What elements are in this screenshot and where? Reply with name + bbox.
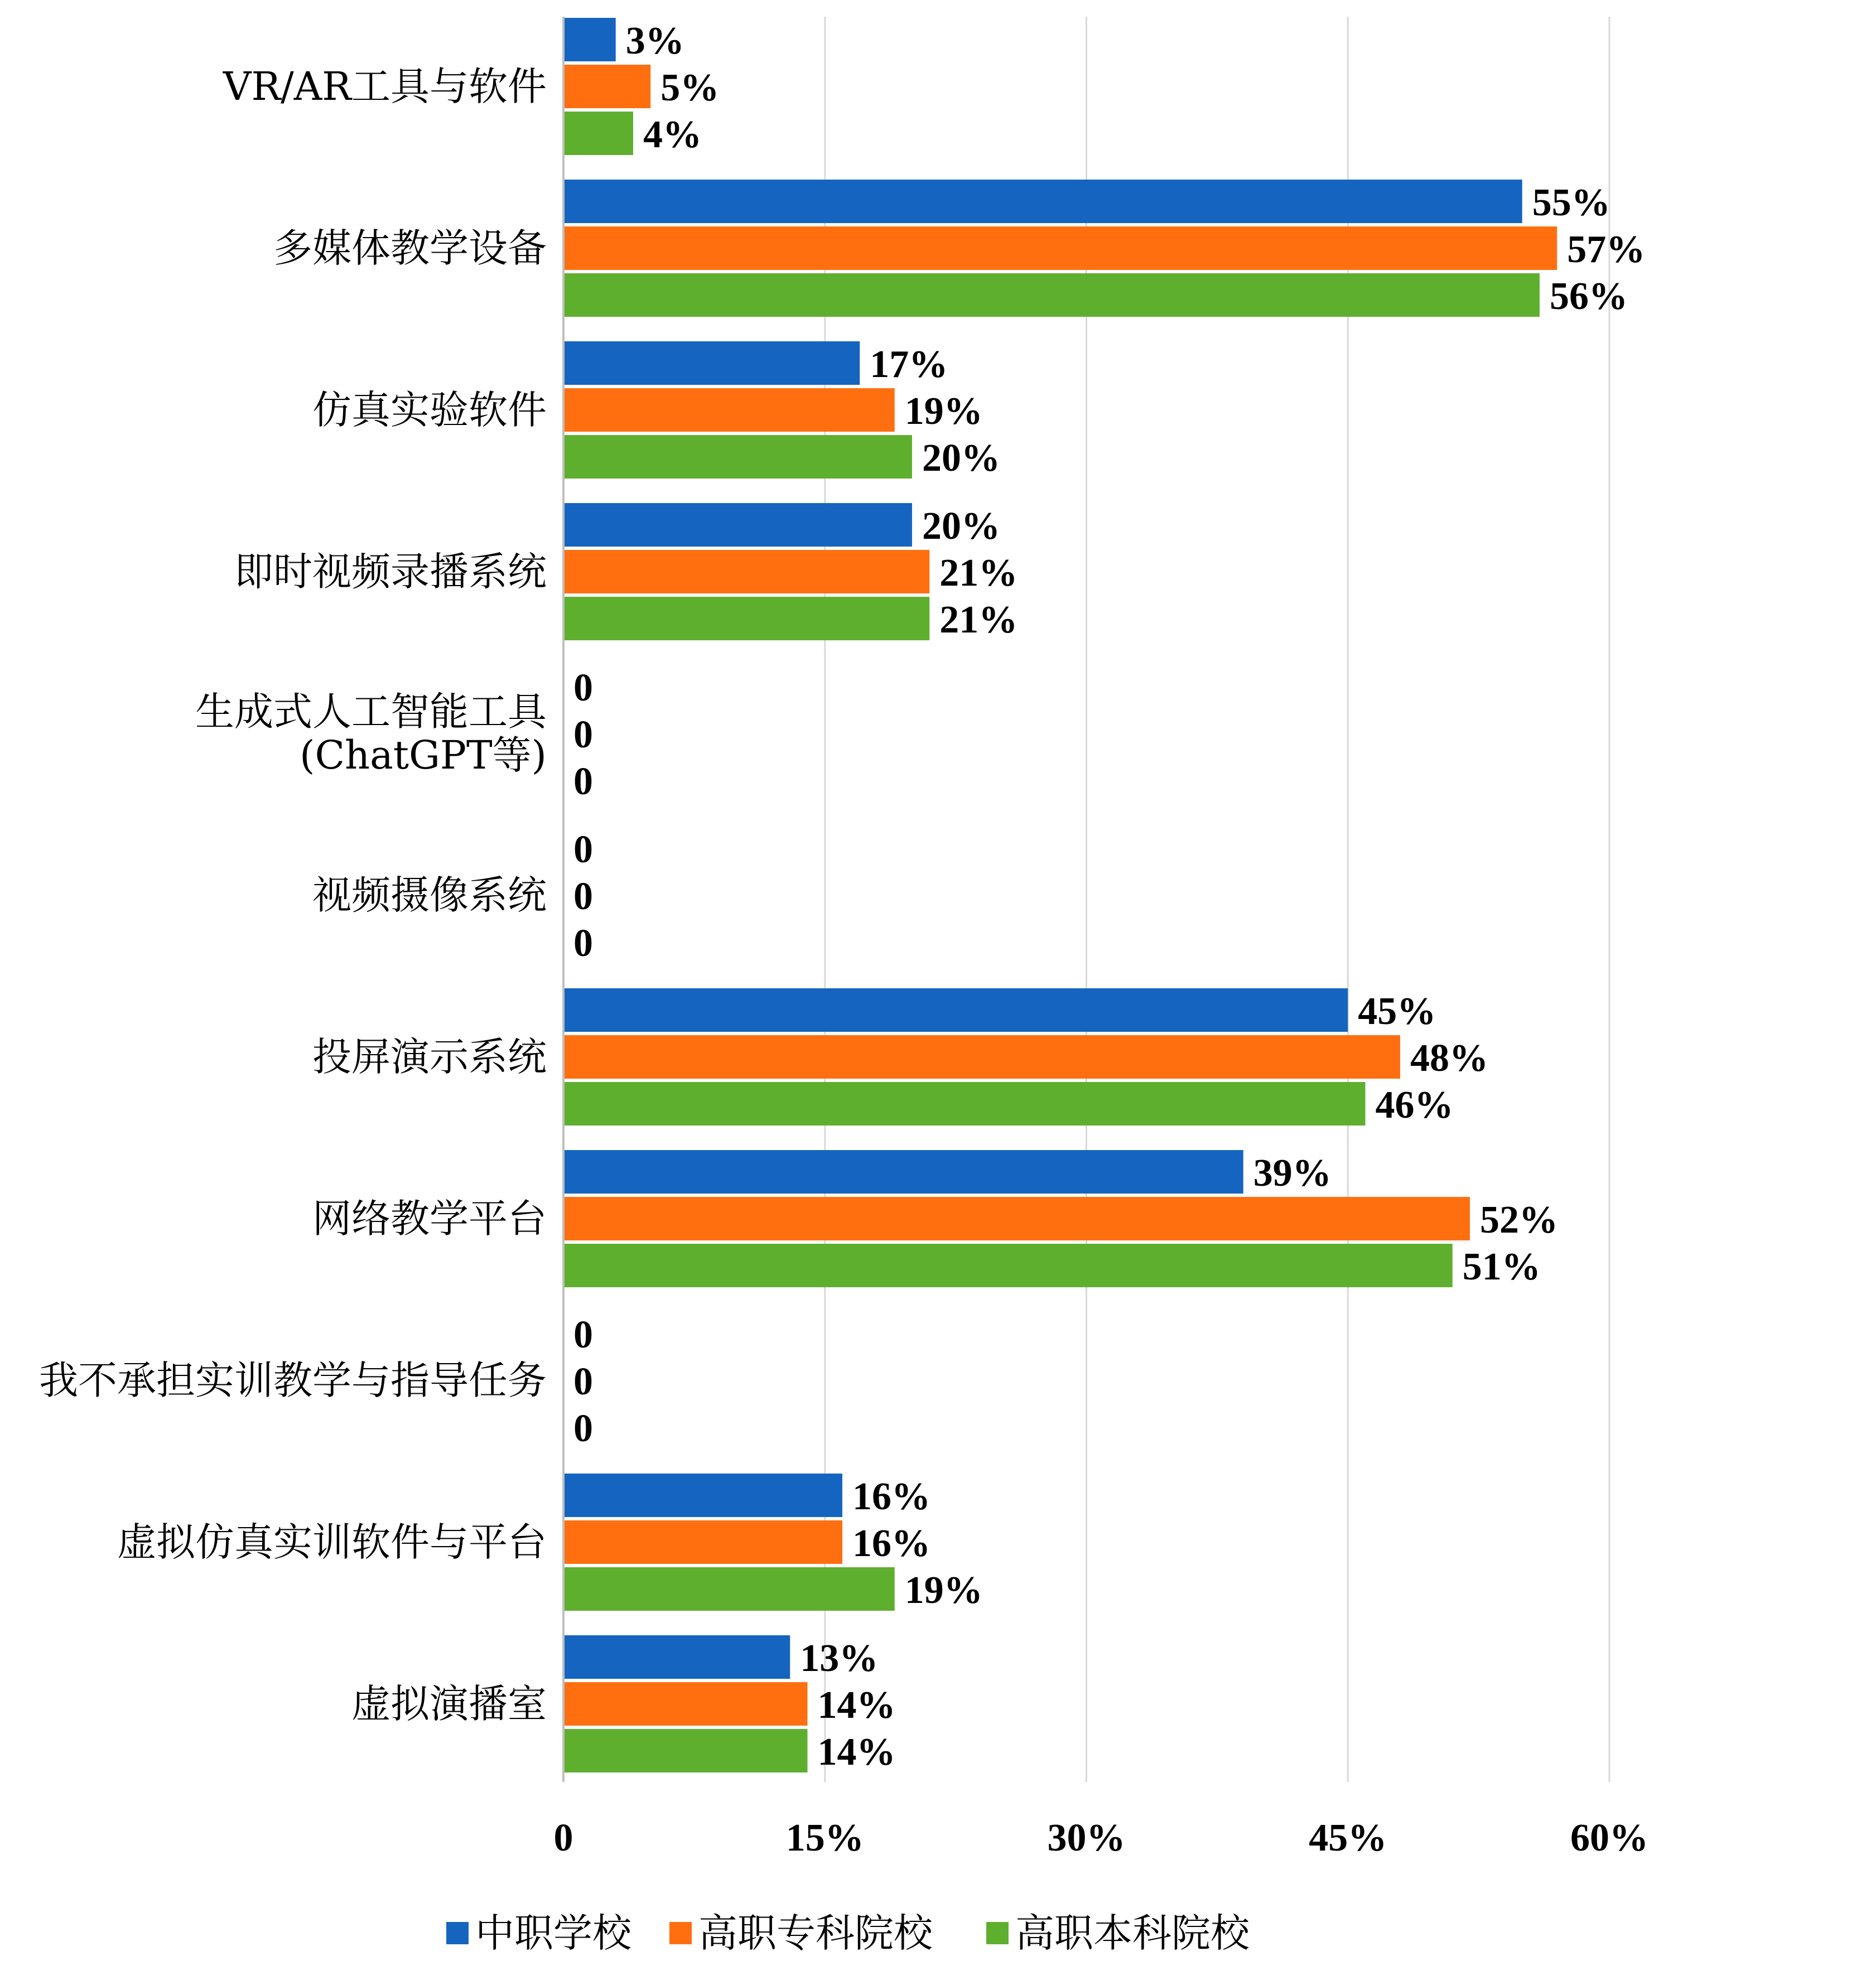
legend-swatch bbox=[986, 1922, 1009, 1944]
category-label: 网络教学平台 bbox=[312, 1196, 547, 1242]
bar bbox=[563, 1520, 842, 1564]
data-label: 17% bbox=[870, 343, 948, 386]
data-label: 3% bbox=[625, 20, 684, 62]
bar bbox=[563, 226, 1557, 270]
data-label: 13% bbox=[800, 1637, 879, 1680]
data-label: 55% bbox=[1532, 181, 1610, 224]
data-label: 0 bbox=[573, 713, 593, 756]
bar bbox=[563, 1082, 1366, 1126]
data-label: 21% bbox=[939, 598, 1018, 641]
bars bbox=[563, 18, 1557, 1772]
data-label: 21% bbox=[939, 552, 1018, 595]
bar bbox=[563, 550, 929, 593]
legend-swatch bbox=[446, 1922, 469, 1944]
data-label: 0 bbox=[573, 922, 593, 965]
data-label: 39% bbox=[1253, 1152, 1332, 1195]
data-label: 56% bbox=[1550, 275, 1628, 318]
legend-label: 高职本科院校 bbox=[1015, 1910, 1250, 1956]
data-label: 0 bbox=[573, 1360, 593, 1403]
bar bbox=[563, 1682, 808, 1726]
data-label: 19% bbox=[904, 1569, 983, 1612]
data-label: 0 bbox=[573, 666, 593, 709]
legend-swatch bbox=[669, 1922, 692, 1944]
data-label: 16% bbox=[852, 1475, 930, 1518]
category-label: 虚拟仿真实训软件与平台 bbox=[117, 1519, 547, 1565]
bar bbox=[563, 1729, 808, 1772]
bar bbox=[563, 388, 895, 432]
x-tick-labels bbox=[554, 1817, 1649, 1859]
category-label: 生成式人工智能工具 bbox=[195, 689, 547, 735]
category-label: VR/AR工具与软件 bbox=[223, 64, 547, 109]
x-tick-label: 15% bbox=[785, 1817, 864, 1859]
bar bbox=[563, 988, 1348, 1032]
data-label: 20% bbox=[922, 505, 1000, 548]
data-label: 0 bbox=[573, 828, 593, 871]
category-labels bbox=[39, 64, 548, 1727]
data-label: 48% bbox=[1410, 1037, 1488, 1080]
bar bbox=[563, 180, 1522, 223]
bar bbox=[563, 1474, 842, 1517]
data-label: 46% bbox=[1375, 1084, 1454, 1127]
data-label: 20% bbox=[922, 437, 1000, 480]
category-label: 仿真实验软件 bbox=[312, 387, 547, 433]
category-label: 视频摄像系统 bbox=[312, 872, 547, 918]
x-tick-label: 0 bbox=[553, 1817, 573, 1859]
category-label: 投屏演示系统 bbox=[312, 1034, 547, 1080]
x-tick-label: 60% bbox=[1570, 1817, 1648, 1859]
bar bbox=[563, 1035, 1400, 1079]
category-label: 虚拟演播室 bbox=[351, 1681, 547, 1727]
data-label: 16% bbox=[852, 1522, 930, 1565]
bar bbox=[563, 341, 860, 385]
data-label: 19% bbox=[904, 390, 983, 433]
data-label: 14% bbox=[817, 1684, 896, 1727]
bar bbox=[563, 273, 1540, 317]
legend-label: 高职专科院校 bbox=[698, 1910, 933, 1956]
data-label: 57% bbox=[1567, 228, 1646, 271]
category-label: 即时视频录播系统 bbox=[234, 549, 547, 595]
bar bbox=[563, 503, 912, 547]
bar bbox=[563, 435, 912, 479]
data-label: 51% bbox=[1462, 1245, 1541, 1288]
category-label: 我不承担实训教学与指导任务 bbox=[39, 1358, 547, 1403]
data-label: 0 bbox=[573, 1407, 593, 1450]
bar bbox=[563, 65, 650, 108]
legend bbox=[446, 1910, 1251, 1956]
data-label: 5% bbox=[660, 66, 720, 109]
bar bbox=[563, 597, 929, 640]
x-tick-label: 30% bbox=[1047, 1817, 1126, 1859]
bar bbox=[563, 18, 616, 61]
data-label: 4% bbox=[643, 113, 702, 156]
bar bbox=[563, 1150, 1243, 1194]
data-label: 14% bbox=[817, 1731, 896, 1774]
bar bbox=[563, 1635, 790, 1679]
data-label: 45% bbox=[1358, 990, 1436, 1033]
data-label: 0 bbox=[573, 875, 593, 918]
data-label: 0 bbox=[573, 760, 593, 803]
data-label: 0 bbox=[573, 1313, 593, 1356]
bar bbox=[563, 112, 633, 155]
category-label: (ChatGPT等) bbox=[300, 732, 547, 778]
legend-label: 中职学校 bbox=[475, 1910, 631, 1956]
bar bbox=[563, 1244, 1453, 1287]
x-tick-label: 45% bbox=[1309, 1817, 1387, 1859]
bar bbox=[563, 1567, 895, 1611]
data-label: 52% bbox=[1480, 1199, 1558, 1242]
bar bbox=[563, 1197, 1470, 1240]
category-label: 多媒体教学设备 bbox=[273, 225, 547, 271]
